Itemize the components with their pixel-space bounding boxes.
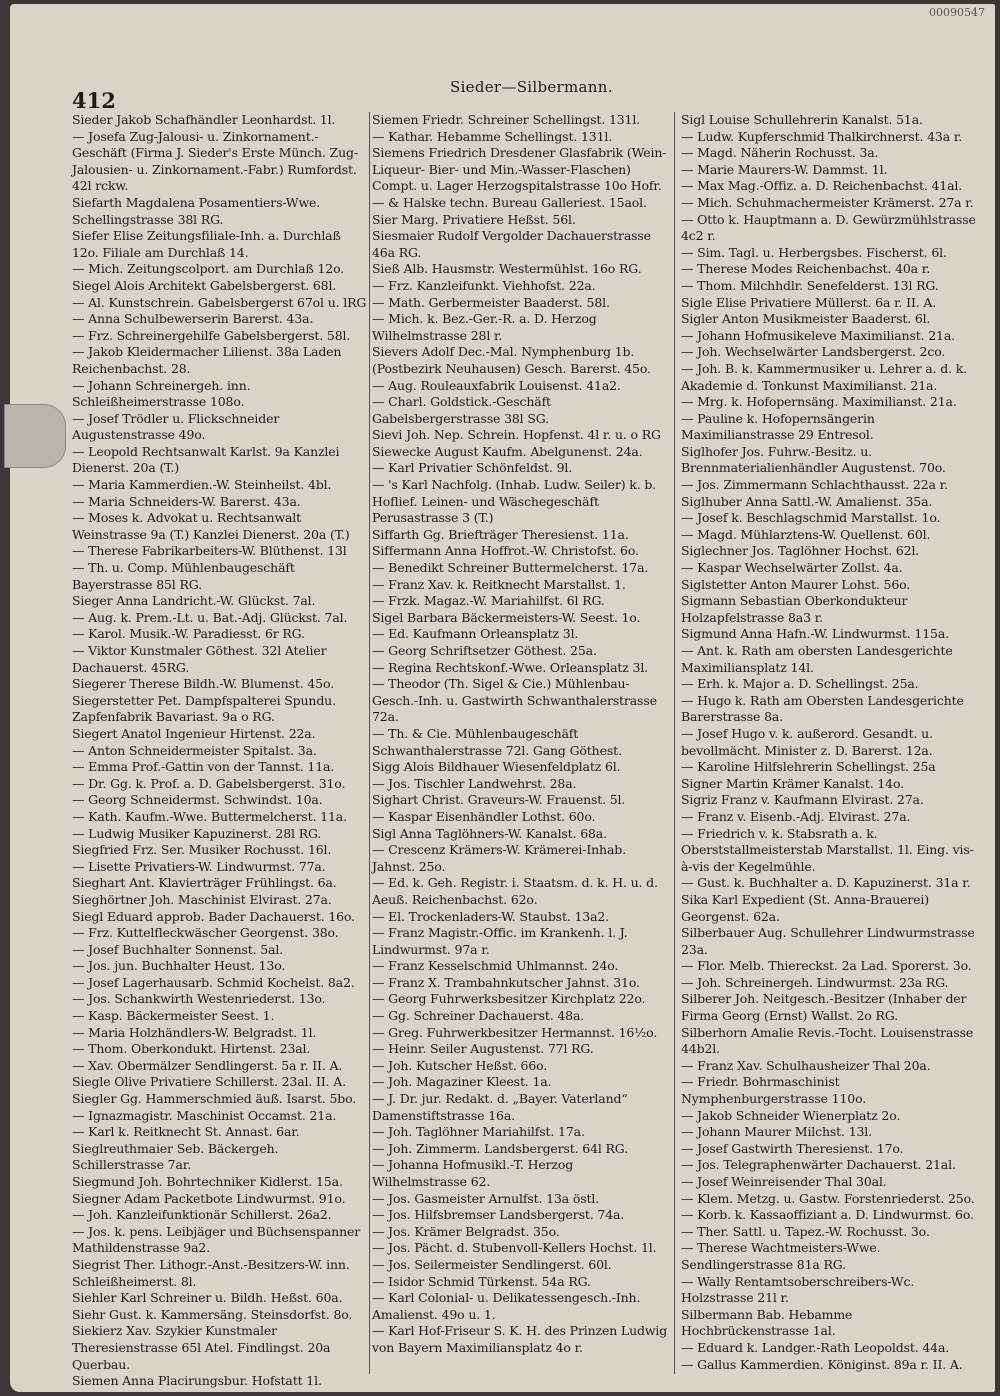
directory-entry: — Karl Hof-Friseur S. K. H. des Prinzen Ludwig von Bayern Maximiliansplatz 4o r.	[372, 1323, 668, 1355]
directory-entry: — Xav. Obermälzer Sendlingerst. 5a r. II. A.	[72, 1057, 343, 1073]
directory-entry: Siemen Friedr. Schreiner Schellingst. 131l.	[372, 112, 641, 127]
directory-entry: — Greg. Fuhrwerkbesitzer Hermannst. 16½o.	[372, 1024, 658, 1040]
directory-entry: — Charl. Goldstick.-Geschäft Gabelsbergerstrasse 38l SG.	[372, 394, 551, 426]
directory-entry: — Eduard k. Landger.-Rath Leopoldst. 44a.	[681, 1339, 950, 1355]
directory-entry: — Georg Schriftsetzer Göthest. 25a.	[372, 643, 597, 658]
directory-entry: Siegfried Frz. Ser. Musiker Rochusst. 16l.	[72, 842, 332, 858]
directory-entry: Sigel Barbara Bäckermeisters-W. Seest. 1o.	[372, 609, 641, 625]
directory-entry: — J. Dr. jur. Redakt. d. „Bayer. Vaterland“ Damenstiftstrasse 16a.	[372, 1091, 628, 1123]
directory-entry: Sigg Alois Bildhauer Wiesenfeldplatz 6l.	[372, 759, 621, 775]
directory-entry: Sigl Anna Taglöhners-W. Kanalst. 68a.	[372, 825, 607, 841]
directory-entry: — Josef Weinreisender Thal 30al.	[681, 1174, 887, 1189]
directory-entry: Silberbauer Aug. Schullehrer Lindwurmstrasse 23a.	[681, 925, 975, 957]
directory-entry: — Thom. Milchhdlr. Senefelderst. 13l RG.	[681, 277, 939, 293]
directory-entry: Sigmund Anna Hafn.-W. Lindwurmst. 115a.	[681, 626, 949, 642]
page-number: 412	[72, 88, 116, 113]
directory-entry: — Crescenz Krämers-W. Krämerei-Inhab. Jahnst. 25o.	[372, 842, 626, 874]
directory-entry: Sika Karl Expedient (St. Anna-Brauerei) Georgenst. 62a.	[681, 891, 929, 924]
page-stamp: 00090547	[929, 6, 985, 19]
directory-entry: — Magd. Näherin Rochusst. 3a.	[681, 145, 879, 161]
directory-entry: — Gallus Kammerdien. Königinst. 89a r. II. A.	[681, 1356, 963, 1372]
directory-entry: Siegerer Therese Bildh.-W. Blumenst. 45o.	[72, 676, 334, 692]
directory-entry: Silberer Joh. Neitgesch.-Besitzer (Inhaber der Firma Georg (Ernst) Wallst. 2o RG.	[681, 991, 967, 1024]
directory-entry: — Josef Lagerhausarb. Schmid Kochelst. 8a2.	[72, 974, 355, 990]
directory-entry: — Otto k. Hauptmann a. D. Gewürzmühlstrasse 4c2 r.	[681, 211, 976, 244]
directory-entry: — Jos. k. pens. Leibjäger und Büchsenspanner Mathildenstrasse 9a2.	[72, 1223, 361, 1256]
directory-entry: Sieß Alb. Hausmstr. Westermühlst. 16o RG.	[372, 261, 642, 277]
directory-entry: — Ludwig Musiker Kapuzinerst. 28l RG.	[72, 825, 322, 841]
directory-entry: — Georg Fuhrwerksbesitzer Kirchplatz 22o.	[372, 991, 646, 1007]
directory-entry: — Joh. Wechselwärter Landsbergerst. 2co.	[681, 344, 946, 360]
directory-entry: — Johann Maurer Milchst. 13l.	[681, 1124, 872, 1140]
directory-entry: — Erh. k. Major a. D. Schellingst. 25a.	[681, 676, 919, 692]
directory-entry: Siegerstetter Pet. Dampfspalterei Spundu. Zapfenfabrik Bavariast. 9a o RG.	[72, 692, 336, 725]
directory-entry: — Jos. Zimmermann Schlachthausst. 22a r.	[681, 477, 948, 493]
directory-entry: Siegle Olive Privatiere Schillerst. 23al. II. A.	[72, 1074, 346, 1090]
directory-entry: Siffarth Gg. Briefträger Theresienst. 11a.	[372, 526, 629, 542]
directory-entry: Siefer Elise Zeitungsfiliale-Inh. a. Durchlaß 12o. Filiale am Durchlaß 14.	[72, 228, 341, 260]
directory-entry: Signer Martin Krämer Kanalst. 14o.	[681, 775, 904, 791]
directory-entry: — Franz v. Eisenb.-Adj. Elvirast. 27a.	[681, 808, 911, 824]
directory-entry: — Aug. k. Prem.-Lt. u. Bat.-Adj. Glückst. 7al.	[72, 609, 348, 625]
directory-entry: Sieder Jakob Schafhändler Leonhardst. 1l.	[72, 112, 336, 127]
directory-entry: — Friedrich v. k. Stabsrath a. k. Oberststallmeisterstab Marstallst. 1l. Eing. vis-à-vis der Kegelmühle.	[681, 825, 974, 874]
directory-entry: — Jakob Kleidermacher Lilienst. 38a Laden Reichenbachst. 28.	[72, 344, 342, 376]
directory-entry: Sigler Anton Musikmeister Baaderst. 6l.	[681, 311, 931, 327]
directory-entry: Siekierz Xav. Szykier Kunstmaler Theresienstrasse 65l Atel. Findlingst. 20a Querbau.	[72, 1323, 331, 1372]
directory-entry: — Th. & Cie. Mühlenbaugeschäft Schwanthalerstrasse 72l. Gang Göthest.	[372, 725, 622, 758]
directory-entry: — Jos. Hilfsbremser Landsbergerst. 74a.	[372, 1207, 625, 1223]
directory-entry: Sier Marg. Privatiere Heßst. 56l.	[372, 211, 576, 227]
column-divider-left	[369, 112, 370, 1374]
directory-entry: — Franz Kesselschmid Uhlmannst. 24o.	[372, 958, 619, 974]
page-header: Sieder—Silbermann.	[450, 78, 613, 96]
directory-entry: Sievers Adolf Dec.-Mal. Nymphenburg 1b. (Postbezirk Neuhausen) Gesch. Barerst. 45o.	[372, 344, 651, 376]
directory-entry: — Maria Holzhändlers-W. Belgradst. 1l.	[72, 1024, 317, 1040]
directory-entry: — Karl Privatier Schönfeldst. 9l.	[372, 460, 573, 476]
directory-entry: — Kaspar Eisenhändler Lothst. 60o.	[372, 808, 596, 824]
directory-entry: Siegler Gg. Hammerschmied äuß. Isarst. 5bo.	[72, 1091, 357, 1107]
directory-entry: — Ed. Kaufmann Orleansplatz 3l.	[372, 626, 579, 642]
directory-entry: — Joh. Taglöhner Mariahilfst. 17a.	[372, 1124, 585, 1140]
directory-entry: — Magd. Mühlarztens-W. Quellenst. 60l.	[681, 526, 931, 542]
directory-entry: — Karl k. Reitknecht St. Annast. 6ar.	[72, 1124, 300, 1140]
directory-entry: Siglechner Jos. Taglöhner Hochst. 62l.	[681, 543, 920, 559]
directory-entry: — Pauline k. Hofopernsängerin Maximilianstrasse 29 Entresol.	[681, 410, 875, 443]
directory-entry: Siegl Eduard approb. Bader Dachauerst. 16o.	[72, 908, 355, 924]
directory-entry: — Georg Schneidermst. Schwindst. 10a.	[72, 792, 323, 808]
directory-entry: Silbermann Bab. Hebamme Hochbrückenstrasse 1al.	[681, 1306, 853, 1339]
directory-entry: — Viktor Kunstmaler Göthest. 32l Atelier Dachauerst. 45RG.	[72, 643, 327, 675]
directory-entry: — Th. u. Comp. Mühlenbaugeschäft Bayerstrasse 85l RG.	[72, 560, 295, 592]
binding-clip	[4, 404, 66, 468]
directory-entry: — Aug. Rouleauxfabrik Louisenst. 41a2.	[372, 377, 621, 393]
directory-entry: — Josef Gastwirth Theresienst. 17o.	[681, 1140, 904, 1156]
directory-entry: — Therese Modes Reichenbachst. 40a r.	[681, 261, 931, 277]
directory-entry: — Hugo k. Rath am Obersten Landesgerichte Barerstrasse 8a.	[681, 692, 964, 725]
directory-entry: Siehler Karl Schreiner u. Bildh. Heßst. 60a.	[72, 1290, 343, 1306]
directory-entry: — Leopold Rechtsanwalt Karlst. 9a Kanzlei Dienerst. 20a (T.)	[72, 443, 340, 476]
directory-entry: — Josef Trödler u. Flickschneider Augustenstrasse 49o.	[72, 410, 280, 443]
directory-entry: — Mrg. k. Hofopernsäng. Maximilianst. 21a.	[681, 394, 957, 410]
directory-entry: — Jos. Krämer Belgradst. 35o.	[372, 1223, 560, 1239]
directory-entry: Siglhofer Jos. Fuhrw.-Besitz. u. Brennmaterialienhändler Augustenst. 70o.	[681, 443, 946, 476]
directory-entry: — Josefa Zug-Jalousi- u. Zinkornament.-Geschäft (Firma J. Sieder's Erste Münch. Zug-Jalousien- u. Zinkornament.-Fabr.) Rumfordst. 42l rckw.	[72, 128, 358, 194]
directory-entry: — Jos. Seilermeister Sendlingerst. 60l.	[372, 1256, 612, 1272]
directory-entry: — Mich. Schuhmachermeister Krämerst. 27a r.	[681, 194, 974, 210]
directory-entry: — Al. Kunstschrein. Gabelsbergerst 67ol u. lRG	[72, 294, 367, 310]
directory-entry: — Franz X. Trambahnkutscher Jahnst. 31o.	[372, 974, 640, 990]
directory-entry: Siglstetter Anton Maurer Lohst. 56o.	[681, 576, 911, 592]
directory-entry: Sieglreuthmaier Seb. Bäckergeh. Schillerstrasse 7ar.	[72, 1140, 279, 1173]
directory-entry: — Jos. Gasmeister Arnulfst. 13a östl.	[372, 1190, 600, 1206]
directory-entry: — Math. Gerbermeister Baaderst. 58l.	[372, 294, 610, 310]
directory-entry: — Korb. k. Kassaoffiziant a. D. Lindwurmst. 6o.	[681, 1207, 974, 1223]
directory-entry: — Jos. Pächt. d. Stubenvoll-Kellers Hochst. 1l.	[372, 1240, 657, 1256]
column-divider-right	[674, 112, 675, 1374]
directory-entry: — Jos. Telegraphenwärter Dachauerst. 21al.	[681, 1157, 956, 1173]
directory-entry: — El. Trockenladers-W. Staubst. 13a2.	[372, 908, 610, 924]
directory-entry: Sighart Christ. Graveurs-W. Frauenst. 5l.	[372, 792, 626, 808]
directory-entry: — Johann Hofmusikeleve Maximilianst. 21a.	[681, 327, 955, 343]
directory-entry: — Karoline Hilfslehrerin Schellingst. 25a	[681, 759, 936, 775]
directory-entry: Sieghart Ant. Klavierträger Frühlingst. 6a.	[72, 875, 337, 891]
directory-entry: — Kasp. Bäckermeister Seest. 1.	[72, 1008, 275, 1024]
directory-entry: — Heinr. Seiler Augustenst. 77l RG.	[372, 1041, 594, 1057]
directory-entry: — Ther. Sattl. u. Tapez.-W. Rochusst. 3o.	[681, 1223, 930, 1239]
directory-entry: — Franz Magistr.-Offic. im Krankenh. l. J. Lindwurmst. 97a r.	[372, 925, 628, 957]
directory-entry: — Joh. B. k. Kammermusiker u. Lehrer a. d. k. Akademie d. Tonkunst Maximilianst. 21a.	[681, 360, 967, 393]
directory-entry: — & Halske techn. Bureau Galleriest. 15aol.	[372, 194, 647, 210]
directory-entry: — Klem. Metzg. u. Gastw. Forstenriederst. 25o.	[681, 1190, 975, 1206]
directory-entry: — Anton Schneidermeister Spitalst. 3a.	[72, 742, 317, 758]
directory-entry: Siefarth Magdalena Posamentiers-Wwe. Schellingstrasse 38l RG.	[72, 194, 321, 227]
directory-entry: — Lisette Privatiers-W. Lindwurmst. 77a.	[72, 858, 326, 874]
directory-entry: — Kaspar Wechselwärter Zollst. 4a.	[681, 560, 903, 576]
directory-entry: — Mich. Zeitungscolport. am Durchlaß 12o.	[72, 261, 345, 277]
directory-entry: — Jakob Schneider Wienerplatz 2o.	[681, 1107, 901, 1123]
directory-entry: Siegrist Ther. Lithogr.-Anst.-Besitzers-W. inn. Schleißheimerst. 8l.	[72, 1256, 350, 1289]
directory-entry: — Regina Rechtskonf.-Wwe. Orleansplatz 3l.	[372, 659, 648, 675]
directory-entry: — Frzk. Magaz.-W. Mariahilfst. 6l RG.	[372, 593, 605, 609]
directory-entry: Siegert Anatol Ingenieur Hirtenst. 22a.	[72, 725, 316, 741]
directory-entry: — Josef Hugo v. k. außerord. Gesandt. u. bevollmächt. Minister z. D. Barerst. 12a.	[681, 725, 933, 758]
directory-entry: — Maria Schneiders-W. Barerst. 43a.	[72, 493, 301, 509]
directory-entry: — Mich. k. Bez.-Ger.-R. a. D. Herzog Wilhelmstrasse 28l r.	[372, 311, 597, 343]
directory-entry: — Joh. Schreinergeh. Lindwurmst. 23a RG.	[681, 974, 949, 990]
directory-entry: — Karl Colonial- u. Delikatessengesch.-Inh. Amalienst. 49o u. 1.	[372, 1290, 641, 1322]
directory-page	[10, 4, 995, 1392]
directory-entry: — Johanna Hofmusikl.-T. Herzog Wilhelmstrasse 62.	[372, 1157, 574, 1189]
directory-entry: — Isidor Schmid Türkenst. 54a RG.	[372, 1273, 591, 1289]
directory-entry: Siewecke August Kaufm. Abelgunenst. 24a.	[372, 443, 643, 459]
directory-entry: Sieger Anna Landricht.-W. Glückst. 7al.	[72, 593, 316, 609]
directory-entry: Sieghörtner Joh. Maschinist Elvirast. 27a.	[72, 891, 332, 907]
directory-entry: — Moses k. Advokat u. Rechtsanwalt Weinstrasse 9a (T.) Kanzlei Dienerst. 20a (T.)	[72, 510, 350, 542]
directory-entry: — Anna Schulbewerserin Barerst. 43a.	[72, 311, 314, 327]
directory-entry: Siemen Anna Placirungsbur. Hofstatt 1l.	[72, 1373, 322, 1389]
directory-entry: — Kathar. Hebamme Schellingst. 131l.	[372, 128, 613, 144]
directory-entry: — 's Karl Nachfolg. (Inhab. Ludw. Seiler) k. b. Hoflief. Leinen- und Wäschegeschäft Perusastrasse 3 (T.)	[372, 477, 657, 526]
directory-entry: — Frz. Kuttelfleckwäscher Georgenst. 38o.	[72, 925, 339, 941]
directory-entry: Sigmann Sebastian Oberkondukteur Holzapfelstrasse 8a3 r.	[681, 593, 908, 625]
directory-entry: Silberhorn Amalie Revis.-Tocht. Louisenstrasse 44b2l.	[681, 1024, 974, 1057]
directory-entry: — Frz. Schreinergehilfe Gabelsbergerst. 58l.	[72, 327, 351, 343]
directory-entry: — Joh. Kanzleifunktionär Schillerst. 26a2.	[72, 1207, 332, 1223]
directory-entry: — Max Mag.-Offiz. a. D. Reichenbachst. 41al.	[681, 178, 963, 194]
directory-entry: — Therese Wachtmeisters-Wwe. Sendlingerstrasse 81a RG.	[681, 1240, 881, 1272]
directory-entry: Siffermann Anna Hoffrot.-W. Christofst. 6o.	[372, 543, 639, 559]
directory-entry: — Theodor (Th. Sigel & Cie.) Mühlenbau-Gesch.-Inh. u. Gastwirth Schwanthalerstrasse 72a.	[372, 676, 657, 725]
directory-entry: — Jos. Tischler Landwehrst. 28a.	[372, 775, 577, 791]
column-right	[681, 112, 977, 1374]
directory-entry: — Jos. jun. Buchhalter Heust. 13o.	[72, 958, 286, 974]
directory-entry: — Therese Fabrikarbeiters-W. Blüthenst. 13l	[72, 543, 347, 559]
directory-entry: — Maria Kammerdien.-W. Steinheilst. 4bl.	[72, 477, 332, 493]
directory-entry: — Gust. k. Buchhalter a. D. Kapuzinerst. 31a r.	[681, 875, 971, 891]
directory-entry: — Thom. Oberkondukt. Hirtenst. 23al.	[72, 1041, 311, 1057]
directory-entry: — Wally Rentamtsoberschreibers-Wc. Holzstrasse 21l r.	[681, 1273, 915, 1306]
directory-entry: — Josef k. Beschlagschmid Marstallst. 1o.	[681, 510, 941, 526]
directory-entry: Siegner Adam Packetbote Lindwurmst. 91o.	[72, 1190, 346, 1206]
directory-entry: Siemens Friedrich Dresdener Glasfabrik (Wein- Liqueur- Bier- und Min.-Wasser-Flaschen) Compt. u. Lager Herzogspitalstrasse 10o Hofr.	[372, 145, 667, 194]
directory-entry: — Ed. k. Geh. Registr. i. Staatsm. d. k. H. u. d. Aeuß. Reichenbachst. 62o.	[372, 875, 658, 907]
directory-entry: Siesmaier Rudolf Vergolder Dachauerstrasse 46a RG.	[372, 228, 651, 260]
directory-entry: Sievi Joh. Nep. Schrein. Hopfenst. 4l r. u. o RG	[372, 427, 661, 443]
directory-entry: Siegmund Joh. Bohrtechniker Kidlerst. 15a.	[72, 1174, 343, 1189]
directory-entry: — Ignazmagistr. Maschinist Occamst. 21a.	[72, 1107, 337, 1123]
directory-entry: — Jos. Schankwirth Westenriederst. 13o.	[72, 991, 326, 1007]
directory-entry: — Kath. Kaufm.-Wwe. Buttermelcherst. 11a.	[72, 808, 347, 824]
directory-entry: Siegel Alois Architekt Gabelsbergerst. 68l.	[72, 277, 337, 293]
directory-entry: Sigriz Franz v. Kaufmann Elvirast. 27a.	[681, 792, 924, 808]
directory-entry: — Joh. Magaziner Kleest. 1a.	[372, 1074, 552, 1090]
directory-entry: — Johann Schreinergeh. inn. Schleißheimerstrasse 108o.	[72, 377, 251, 410]
directory-entry: — Joh. Kutscher Heßst. 66o.	[372, 1057, 548, 1073]
directory-entry: Siehr Gust. k. Kammersäng. Steinsdorfst. 8o.	[72, 1306, 353, 1322]
directory-entry: — Benedikt Schreiner Buttermelcherst. 17a.	[372, 560, 649, 576]
directory-entry: — Dr. Gg. k. Prof. a. D. Gabelsbergerst. 31o.	[72, 775, 346, 791]
directory-entry: — Franz Xav. Schulhausheizer Thal 20a.	[681, 1057, 931, 1073]
directory-entry: — Joh. Zimmerm. Landsbergerst. 64l RG.	[372, 1140, 629, 1156]
directory-entry: — Karol. Musik.-W. Paradiesst. 6r RG.	[72, 626, 305, 642]
directory-entry: — Gg. Schreiner Dachauerst. 48a.	[372, 1008, 585, 1024]
column-left	[72, 112, 368, 1389]
directory-entry: — Ant. k. Rath am obersten Landesgerichte Maximiliansplatz 14l.	[681, 643, 953, 675]
directory-entry: — Ludw. Kupferschmid Thalkirchnerst. 43a r.	[681, 128, 963, 144]
directory-entry: — Franz Xav. k. Reitknecht Marstallst. 1.	[372, 576, 626, 592]
directory-entry: — Frz. Kanzleifunkt. Viehhofst. 22a.	[372, 277, 596, 293]
directory-entry: Siglhuber Anna Sattl.-W. Amalienst. 35a.	[681, 493, 933, 509]
directory-entry: — Sim. Tagl. u. Herbergsbes. Fischerst. 6l.	[681, 244, 947, 260]
directory-entry: — Friedr. Bohrmaschinist Nymphenburgerstrasse 110o.	[681, 1074, 867, 1107]
directory-entry: Sigl Louise Schullehrerin Kanalst. 51a.	[681, 112, 923, 127]
column-middle	[372, 112, 668, 1374]
directory-entry: — Flor. Melb. Thiereckst. 2a Lad. Sporerst. 3o.	[681, 958, 972, 974]
directory-entry: — Marie Maurers-W. Dammst. 1l.	[681, 161, 888, 177]
directory-entry: — Josef Buchhalter Sonnenst. 5al.	[72, 941, 284, 957]
directory-entry: Sigle Elise Privatiere Müllerst. 6a r. II. A.	[681, 294, 937, 310]
directory-entry: — Emma Prof.-Gattin von der Tannst. 11a.	[72, 759, 335, 775]
